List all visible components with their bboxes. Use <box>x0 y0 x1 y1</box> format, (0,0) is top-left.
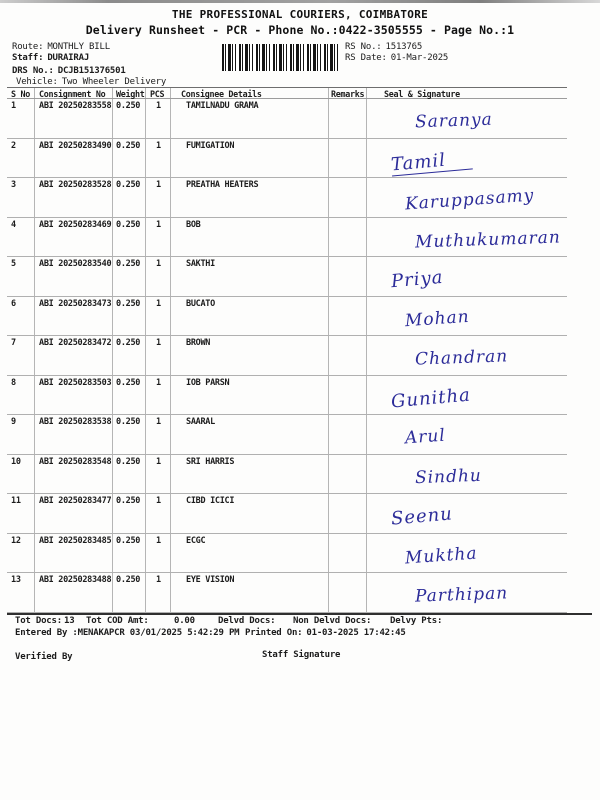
cell-seal-signature <box>366 494 567 533</box>
cell-seal-signature <box>366 99 567 138</box>
cell-seal-signature <box>366 178 567 217</box>
cell-weight: 0.250 <box>112 139 145 178</box>
cell-remarks <box>328 99 366 138</box>
signature-handwriting: Muktha <box>404 542 479 569</box>
tot-docs-label: Tot Docs: <box>15 616 62 626</box>
verified-by-label: Verified By <box>15 652 73 662</box>
cell-pcs: 1 <box>145 415 170 454</box>
cell-remarks <box>328 455 366 494</box>
cell-s-no: 6 <box>11 298 16 309</box>
signature-handwriting: Chandran <box>414 346 509 370</box>
signature-handwriting: Muthukumaran <box>414 226 562 253</box>
cell-consignment-no: ABI 20250283473 <box>34 297 112 336</box>
header-consignee-details: Consignee Details <box>170 88 328 98</box>
page-subtitle: Delivery Runsheet - PCR - Phone No.:0422-3505555 - Page No.:1 <box>85 23 515 37</box>
cell-consignee: SAARAL <box>170 415 328 454</box>
header-pcs: PCS <box>145 88 170 98</box>
cell-weight: 0.250 <box>112 415 145 454</box>
cell-s-no: 11 <box>11 496 21 506</box>
cell-consignment-no: ABI 20250283538 <box>34 415 112 454</box>
vehicle-value: Two Wheeler Delivery <box>61 77 167 87</box>
cell-seal-signature <box>366 297 567 336</box>
table-row <box>7 336 567 376</box>
cell-consignment-no: ABI 20250283490 <box>34 139 112 178</box>
staff-line <box>12 53 89 63</box>
signature-handwriting: Arul <box>404 425 447 449</box>
delvd-docs-label: Delvd Docs: <box>218 616 276 626</box>
cell-pcs: 1 <box>145 376 170 415</box>
signature-handwriting: Saranya <box>414 109 494 133</box>
table-row <box>7 99 567 139</box>
cell-weight: 0.250 <box>112 336 145 375</box>
cell-weight: 0.250 <box>112 99 145 138</box>
cell-seal-signature <box>366 534 567 573</box>
header-weight: Weight <box>112 88 145 98</box>
cell-consignment-no: ABI 20250283540 <box>34 257 112 296</box>
signature-handwriting: Karuppasamy <box>404 185 535 215</box>
header-consignment-no: Consignment No <box>34 88 112 98</box>
non-delvd-docs-label: Non Delvd Docs: <box>293 616 372 626</box>
cell-consignee: EYE VISION <box>170 573 328 612</box>
cell-pcs: 1 <box>145 297 170 336</box>
signature-handwriting: Tamil <box>390 147 473 176</box>
table-row <box>7 573 567 613</box>
cell-remarks <box>328 415 366 454</box>
tot-docs-value: 13 <box>64 616 75 626</box>
cell-consignment-no: ABI 20250283472 <box>34 336 112 375</box>
cell-weight: 0.250 <box>112 455 145 494</box>
vehicle-line <box>16 77 166 87</box>
staff-signature-label: Staff Signature <box>262 650 341 660</box>
cell-seal-signature <box>366 218 567 257</box>
barcode-icon <box>222 44 338 71</box>
cell-s-no: 8 <box>11 377 16 388</box>
delvy-pts-label: Delvy Pts: <box>390 616 443 626</box>
cell-consignment-no: ABI 20250283528 <box>34 178 112 217</box>
cell-consignee: BOB <box>170 218 328 257</box>
cell-pcs: 1 <box>145 257 170 296</box>
route-label: Route: <box>12 42 44 52</box>
cell-seal-signature <box>366 376 567 415</box>
header-s-no: S No <box>11 89 30 99</box>
table-row <box>7 297 567 337</box>
runsheet-table-body <box>7 99 567 613</box>
entered-by-line <box>15 628 239 638</box>
cell-s-no: 4 <box>11 219 16 230</box>
printed-on-value: 01-03-2025 17:42:45 <box>306 628 406 638</box>
cell-s-no: 10 <box>11 456 21 467</box>
cell-remarks <box>328 494 366 533</box>
entered-by-value: MENAKAPCR 03/01/2025 5:42:29 PM <box>77 628 240 638</box>
cell-consignment-no: ABI 20250283558 <box>34 99 112 138</box>
cell-consignee: ECGC <box>170 534 328 573</box>
page-title: THE PROFESSIONAL COURIERS, COIMBATORE <box>171 8 429 21</box>
drs-value: DCJB151376501 <box>57 66 126 76</box>
table-row <box>7 534 567 574</box>
cell-pcs: 1 <box>145 573 170 612</box>
cell-weight: 0.250 <box>112 257 145 296</box>
cell-remarks <box>328 139 366 178</box>
cell-weight: 0.250 <box>112 178 145 217</box>
table-row <box>7 178 567 218</box>
signature-handwriting: Mohan <box>404 306 471 331</box>
table-row <box>7 218 567 258</box>
cell-remarks <box>328 573 366 612</box>
cell-s-no: 2 <box>11 140 16 151</box>
cell-seal-signature <box>366 415 567 454</box>
cell-s-no: 1 <box>11 101 16 111</box>
table-row <box>7 494 567 534</box>
cell-pcs: 1 <box>145 455 170 494</box>
cell-consignment-no: ABI 20250283469 <box>34 218 112 257</box>
rs-date-value: 01-Mar-2025 <box>390 53 449 63</box>
cell-pcs: 1 <box>145 494 170 533</box>
rs-date-label: RS Date: <box>345 53 387 63</box>
cell-remarks <box>328 218 366 257</box>
cell-consignee: FUMIGATION <box>170 139 328 178</box>
cell-weight: 0.250 <box>112 494 145 533</box>
cell-consignee: CIBD ICICI <box>170 494 328 533</box>
cell-seal-signature <box>366 257 567 296</box>
cell-remarks <box>328 376 366 415</box>
cell-s-no: 12 <box>11 535 21 546</box>
cell-s-no: 3 <box>11 180 16 190</box>
vehicle-label: Vehicle: <box>16 77 58 87</box>
cell-consignee: SAKTHI <box>170 257 328 296</box>
cell-consignee: BROWN <box>170 336 328 375</box>
cell-remarks <box>328 257 366 296</box>
cell-seal-signature <box>366 573 567 612</box>
cell-pcs: 1 <box>145 99 170 138</box>
table-row <box>7 139 567 179</box>
signature-handwriting: Sindhu <box>414 465 483 488</box>
cell-weight: 0.250 <box>112 376 145 415</box>
cell-remarks <box>328 178 366 217</box>
cell-remarks <box>328 534 366 573</box>
rs-no-line <box>345 42 422 52</box>
cell-consignee: TAMILNADU GRAMA <box>170 99 328 138</box>
cell-remarks <box>328 336 366 375</box>
rs-no-label: RS No.: <box>345 42 382 52</box>
printed-on-label: Printed On: <box>245 628 303 638</box>
route-line <box>12 42 110 52</box>
tot-cod-amt-value: 0.00 <box>174 616 195 626</box>
staff-value: DURAIRAJ <box>47 53 90 63</box>
cell-weight: 0.250 <box>112 534 145 573</box>
cell-consignment-no: ABI 20250283548 <box>34 455 112 494</box>
staff-label: Staff: <box>12 53 44 63</box>
table-row <box>7 376 567 416</box>
cell-s-no: 7 <box>11 338 16 348</box>
signature-handwriting: Parthipan <box>414 583 509 607</box>
tot-cod-amt-label: Tot COD Amt: <box>86 616 149 626</box>
route-value: MONTHLY BILL <box>47 42 110 52</box>
cell-consignment-no: ABI 20250283503 <box>34 376 112 415</box>
cell-pcs: 1 <box>145 178 170 217</box>
cell-seal-signature <box>366 139 567 178</box>
signature-handwriting: Priya <box>390 266 445 293</box>
cell-s-no: 9 <box>11 417 16 427</box>
rs-no-value: 1513765 <box>385 42 423 52</box>
signature-handwriting: Gunitha <box>390 384 472 412</box>
cell-seal-signature <box>366 455 567 494</box>
cell-consignment-no: ABI 20250283488 <box>34 573 112 612</box>
table-row <box>7 415 567 455</box>
header-seal-signature: Seal & Signature <box>366 88 567 98</box>
table-end-divider <box>7 613 592 615</box>
cell-s-no: 5 <box>11 259 16 269</box>
runsheet-table <box>7 87 567 613</box>
cell-pcs: 1 <box>145 139 170 178</box>
cell-pcs: 1 <box>145 336 170 375</box>
cell-seal-signature <box>366 336 567 375</box>
rs-date-line <box>345 53 448 63</box>
table-row <box>7 455 567 495</box>
cell-remarks <box>328 297 366 336</box>
cell-weight: 0.250 <box>112 218 145 257</box>
entered-by-label: Entered By : <box>15 628 78 638</box>
cell-consignee: IOB PARSN <box>170 376 328 415</box>
cell-consignee: BUCATO <box>170 297 328 336</box>
scan-artifact-top <box>0 0 600 3</box>
printed-on-line <box>245 628 406 638</box>
cell-pcs: 1 <box>145 534 170 573</box>
cell-weight: 0.250 <box>112 573 145 612</box>
drs-label: DRS No.: <box>12 66 54 76</box>
signature-handwriting: Seenu <box>390 503 454 530</box>
drs-line <box>12 66 126 76</box>
cell-consignee: SRI HARRIS <box>170 455 328 494</box>
table-row <box>7 257 567 297</box>
table-header-row <box>7 87 567 99</box>
cell-s-no: 13 <box>11 575 21 585</box>
cell-consignee: PREATHA HEATERS <box>170 178 328 217</box>
cell-pcs: 1 <box>145 218 170 257</box>
header-remarks: Remarks <box>328 88 366 98</box>
cell-consignment-no: ABI 20250283485 <box>34 534 112 573</box>
cell-weight: 0.250 <box>112 297 145 336</box>
cell-consignment-no: ABI 20250283477 <box>34 494 112 533</box>
